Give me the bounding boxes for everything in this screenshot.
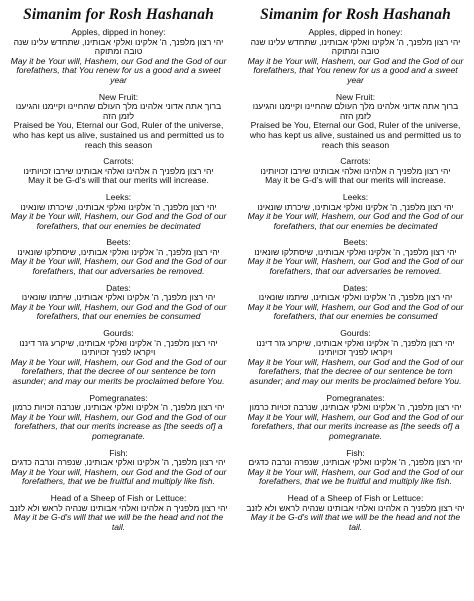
siman-name: Head of a Sheep of Fish or Lettuce:: [287, 492, 424, 503]
hebrew-blessing: יהי רצון מלפנך, ה' אלקינו ואלקי אבותינו, שיתמו שונאינו: [258, 292, 453, 303]
hebrew-blessing: יהי רצון מלפנך, ה' אלקינו ואלקי אבותינו, שיקרע גזר דיננו ויקראו לפניך זכויותינו: [19, 337, 218, 358]
page-title: Simanim for Rosh Hashanah: [23, 6, 214, 23]
english-translation: Praised be You, Eternal our God, Ruler of the universe, who has kept us alive, sustained us and permitted us to reach this season: [249, 120, 462, 150]
siman-entry: [245, 193, 466, 231]
english-translation: Praised be You, Eternal our God, Ruler of the universe, who has kept us alive, sustained us and permitted us to reach this season: [12, 120, 225, 150]
hebrew-blessing: ברוך אתה אדוני אלהינו מלך העולם שהחיינו וקיימנו והגיענו לזמן הזה: [15, 101, 222, 121]
english-translation: May it be G-d's will that we will be the head and not the tail.: [250, 512, 461, 532]
siman-entry: [245, 238, 466, 276]
english-translation: May it be Your will, Hashem, our God and the God of our forefathers, that the decree of our sentence be torn asunder; and may our merits be proclaimed before You.: [10, 356, 227, 386]
hebrew-blessing: יהי רצון מלפניך ה אלהינו ואלהי אבותינו שירבו זכויותינו: [23, 165, 214, 176]
siman-entry: [245, 329, 466, 387]
siman-entry: [8, 449, 229, 487]
english-translation: May it be Your will, Hashem, our God and the God of our forefathers, that our merits increase as [the seeds of] a pomegranate.: [10, 411, 227, 441]
siman-entry: [8, 494, 229, 532]
english-translation: May it be Your will, Hashem, our God and the God of our forefathers, that the decree of our sentence be torn asunder; and may our merits be proclaimed before You.: [247, 356, 464, 386]
hebrew-blessing: יהי רצון מלפנך, ה' אלקינו ואלקי אבותינו, שנפרה ונרבה כדגים: [11, 457, 226, 468]
english-translation: May it be Your will, Hashem, our God and the God of our forefathers, that our adversaries be removed.: [247, 256, 464, 277]
english-translation: May it be Your will, Hashem, our God and the God of our forefathers, that we be fruitful and multiply like fish.: [247, 466, 464, 487]
siman-name: Gourds:: [103, 328, 134, 339]
siman-entry: [245, 284, 466, 322]
siman-name: Pomegranates:: [326, 392, 385, 403]
siman-name: Dates:: [106, 282, 131, 293]
siman-entry: [245, 494, 466, 532]
english-translation: May it be Your will, Hashem, our God and the God of our forefathers, that our enemies be consumed: [247, 301, 464, 322]
siman-name: Fish:: [346, 447, 365, 458]
siman-entry: [8, 193, 229, 231]
hebrew-blessing: יהי רצון מלפנך, ה' אלקינו ואלקי אבותינו, שיתמו שונאינו: [21, 292, 216, 303]
english-translation: May it be Your will, Hashem, our God and the God of our forefathers, that our enemies be consumed: [10, 301, 227, 322]
siman-name: Carrots:: [103, 156, 134, 167]
siman-entry: [245, 93, 466, 151]
english-translation: May it be Your will, Hashem, our God and the God of our forefathers, that we be fruitful and multiply like fish.: [10, 466, 227, 487]
siman-entry: [245, 394, 466, 442]
hebrew-blessing: יהי רצון מלפניך ה אלהינו ואלהי אבותינו שנהיה לראש ולא לזנב: [9, 502, 228, 513]
siman-name: Head of a Sheep of Fish or Lettuce:: [50, 492, 187, 503]
siman-entry: [245, 449, 466, 487]
siman-name: Apples, dipped in honey:: [308, 27, 403, 37]
siman-entry: [8, 329, 229, 387]
siman-name: Carrots:: [340, 156, 371, 167]
siman-name: New Fruit:: [98, 91, 139, 102]
siman-name: Apples, dipped in honey:: [71, 27, 166, 37]
siman-entry: [8, 157, 229, 186]
hebrew-blessing: יהי רצון מלפנך, ה' אלקינו ואלקי אבותינו, שנפרה ונרבה כדגים: [248, 457, 463, 468]
english-translation: May it be Your will, Hashem, our God and the God of our forefathers, that You renew for us a good and a sweet year: [247, 55, 464, 85]
siman-name: Beets:: [106, 237, 131, 248]
hebrew-blessing: יהי רצון מלפנך, ה' אלקינו ואלקי אבותינו, שתחדש עלינו שנה טובה ומתוקה: [13, 36, 224, 57]
english-translation: May it be Your will, Hashem, our God and the God of our forefathers, that our merits increase as [the seeds of] a pomegranate.: [247, 411, 464, 441]
hebrew-blessing: יהי רצון מלפנך, ה' אלקינו ואלקי אבותינו, שיסתלקו שונאינו: [254, 246, 457, 257]
siman-entry: [8, 284, 229, 322]
hebrew-blessing: יהי רצון מלפנך, ה' אלקינו ואלקי אבותינו, שיסתלקו שונאינו: [17, 246, 220, 257]
hebrew-blessing: יהי רצון מלפנך, ה' אלקינו ואלקי אבותינו, שנרבה זכויות כרמון: [12, 402, 225, 413]
hebrew-blessing: יהי רצון מלפנך, ה' אלקינו ואלקי אבותינו, שנרבה זכויות כרמון: [249, 402, 462, 413]
english-translation: May it be Your will, Hashem, our God and the God of our forefathers, that You renew for us a good and a sweet year: [10, 55, 227, 85]
siman-name: Pomegranates:: [89, 392, 148, 403]
hebrew-blessing: יהי רצון מלפנך, ה' אלקינו ואלקי אבותינו, שתחדש עלינו שנה טובה ומתוקה: [250, 36, 461, 57]
siman-name: New Fruit:: [335, 91, 376, 102]
hebrew-blessing: יהי רצון מלפנך, ה' אלקינו ואלקי אבותינו, שיקרע גזר דיננו ויקראו לפניך זכויותינו: [256, 337, 455, 358]
hebrew-blessing: יהי רצון מלפנך, ה' אלקינו ואלקי אבותינו, שיכרתו שונאינו: [257, 201, 454, 212]
siman-entry: [245, 157, 466, 186]
siman-name: Fish:: [109, 447, 128, 458]
english-translation: May it be G-d's will that our merits will increase.: [28, 175, 209, 186]
english-translation: May it be Your will, Hashem, our God and the God of our forefathers, that our enemies be decimated: [10, 211, 227, 231]
simanim-column-right: [237, 0, 474, 601]
siman-name: Leeks:: [105, 191, 132, 202]
page-title: Simanim for Rosh Hashanah: [260, 6, 451, 23]
siman-entry: [245, 28, 466, 86]
english-translation: May it be G-d's will that we will be the head and not the tail.: [13, 512, 224, 532]
siman-entry: [8, 238, 229, 276]
english-translation: May it be Your will, Hashem, our God and the God of our forefathers, that our adversaries be removed.: [10, 256, 227, 277]
hebrew-blessing: יהי רצון מלפנך, ה' אלקינו ואלקי אבותינו, שיכרתו שונאינו: [20, 201, 217, 212]
siman-name: Dates:: [343, 282, 368, 293]
hebrew-blessing: ברוך אתה אדוני אלהינו מלך העולם שהחיינו וקיימנו והגיענו לזמן הזה: [252, 101, 459, 121]
hebrew-blessing: יהי רצון מלפניך ה אלהינו ואלהי אבותינו שירבו זכויותינו: [260, 165, 451, 176]
english-translation: May it be Your will, Hashem, our God and the God of our forefathers, that our enemies be decimated: [247, 211, 464, 231]
siman-entry: [8, 28, 229, 86]
siman-entry: [8, 93, 229, 151]
siman-name: Leeks:: [342, 191, 369, 202]
siman-entry: [8, 394, 229, 442]
english-translation: May it be G-d's will that our merits will increase.: [265, 175, 446, 186]
siman-name: Gourds:: [340, 328, 371, 339]
siman-name: Beets:: [343, 237, 368, 248]
hebrew-blessing: יהי רצון מלפניך ה אלהינו ואלהי אבותינו שנהיה לראש ולא לזנב: [246, 502, 465, 513]
